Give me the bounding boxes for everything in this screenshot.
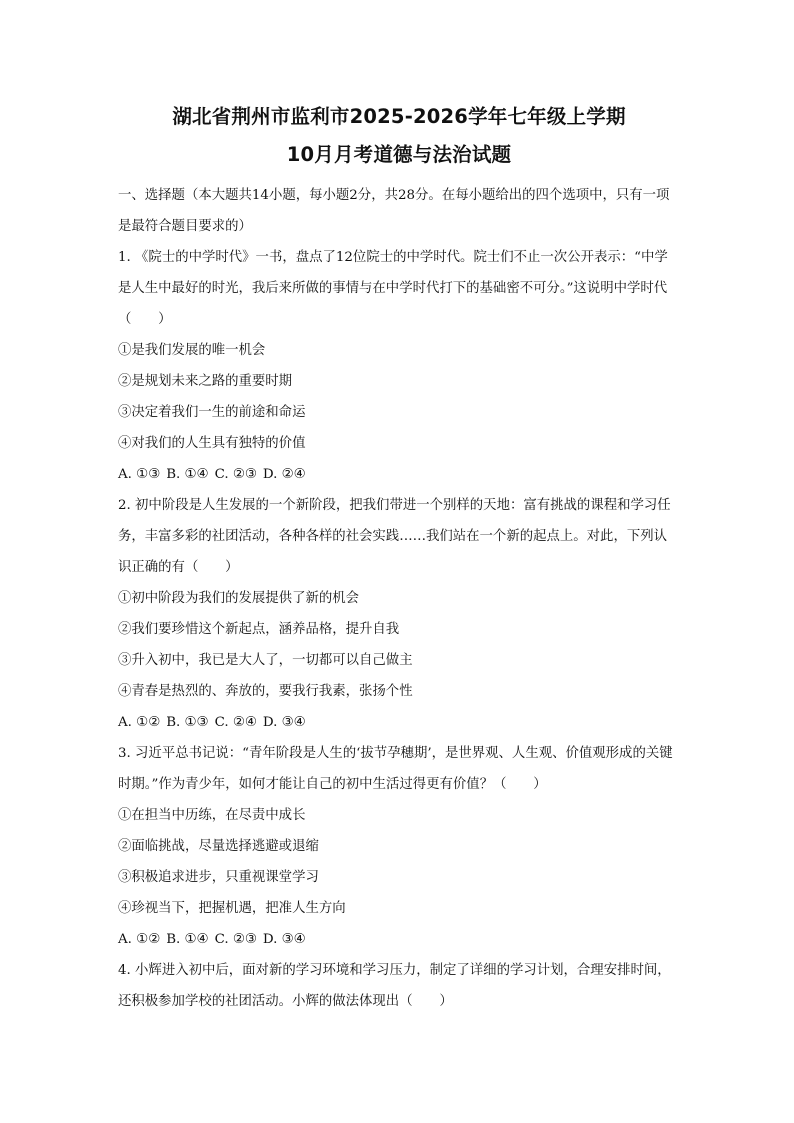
question-stem: 1. 《院士的中学时代》一书，盘点了12位院士的中学时代。院士们不止一次公开表示：“中学是人生中最好的时光，我后来所做的事情与在中学时代打下的基础密不可分。”这说明中学时代（ ） bbox=[118, 250, 668, 327]
question-option: ③积极追求进步，只重视课堂学习 bbox=[118, 870, 319, 885]
question-stem: 4. 小辉进入初中后，面对新的学习环境和学习压力，制定了详细的学习计划，合理安排时间，还积极参加学校的社团活动。小辉的做法体现出（ ） bbox=[118, 963, 671, 1009]
question-option: ①初中阶段为我们的发展提供了新的机会 bbox=[118, 591, 360, 606]
question-4 bbox=[118, 955, 680, 1017]
answer-choice: C. ②③ bbox=[214, 932, 257, 947]
question-stem: 3. 习近平总书记说：“青年阶段是人生的‘拔节孕穗期’，是世界观、人生观、价值观形成的关键时期。”作为青少年，如何才能让自己的初中生活过得更有价值？（ ） bbox=[118, 746, 673, 792]
question-option: ③升入初中，我已是大人了，一切都可以自己做主 bbox=[118, 653, 413, 668]
question-option: ④对我们的人生具有独特的价值 bbox=[118, 436, 306, 451]
exam-title-line1: 湖北省荆州市监利市2025-2026学年七年级上学期 bbox=[172, 105, 626, 128]
answer-choices bbox=[118, 924, 680, 955]
question-option: ②面临挑战，尽量选择逃避或退缩 bbox=[118, 839, 319, 854]
question-list bbox=[118, 242, 680, 1017]
answer-choices bbox=[118, 707, 680, 738]
answer-choice: C. ②③ bbox=[214, 467, 257, 482]
question-option: ①在担当中历练，在尽责中成长 bbox=[118, 808, 306, 823]
answer-choices bbox=[118, 459, 680, 490]
section-intro: 一、选择题（本大题共14小题，每小题2分，共28分。在每小题给出的四个选项中，只有一项是最符合题目要求的） bbox=[118, 188, 670, 234]
question-stem: 2. 初中阶段是人生发展的一个新阶段，把我们带进一个别样的天地：富有挑战的课程和学习任务，丰富多彩的社团活动，各种各样的社会实践……我们站在一个新的起点上。对此，下列认识正确的有（ ） bbox=[118, 498, 671, 575]
answer-choice: B. ①③ bbox=[166, 715, 209, 730]
question-option: ①是我们发展的唯一机会 bbox=[118, 343, 266, 358]
answer-choice: C. ②④ bbox=[214, 715, 257, 730]
answer-choice: A. ①② bbox=[118, 715, 161, 730]
answer-choice: A. ①③ bbox=[118, 467, 161, 482]
question-3 bbox=[118, 738, 680, 955]
question-2 bbox=[118, 490, 680, 738]
exam-title-line2: 10月月考道德与法治试题 bbox=[286, 143, 512, 166]
question-option: ④珍视当下，把握机遇，把准人生方向 bbox=[118, 901, 346, 916]
question-option: ②是规划未来之路的重要时期 bbox=[118, 374, 293, 389]
exam-page bbox=[118, 98, 680, 1017]
question-option: ④青春是热烈的、奔放的，要我行我素，张扬个性 bbox=[118, 684, 413, 699]
answer-choice: B. ①④ bbox=[166, 932, 209, 947]
answer-choice: D. ②④ bbox=[262, 467, 306, 482]
question-1 bbox=[118, 242, 680, 490]
answer-choice: B. ①④ bbox=[166, 467, 209, 482]
question-option: ③决定着我们一生的前途和命运 bbox=[118, 405, 306, 420]
answer-choice: D. ③④ bbox=[262, 715, 306, 730]
answer-choice: A. ①② bbox=[118, 932, 161, 947]
answer-choice: D. ③④ bbox=[262, 932, 306, 947]
question-option: ②我们要珍惜这个新起点，涵养品格，提升自我 bbox=[118, 622, 400, 637]
